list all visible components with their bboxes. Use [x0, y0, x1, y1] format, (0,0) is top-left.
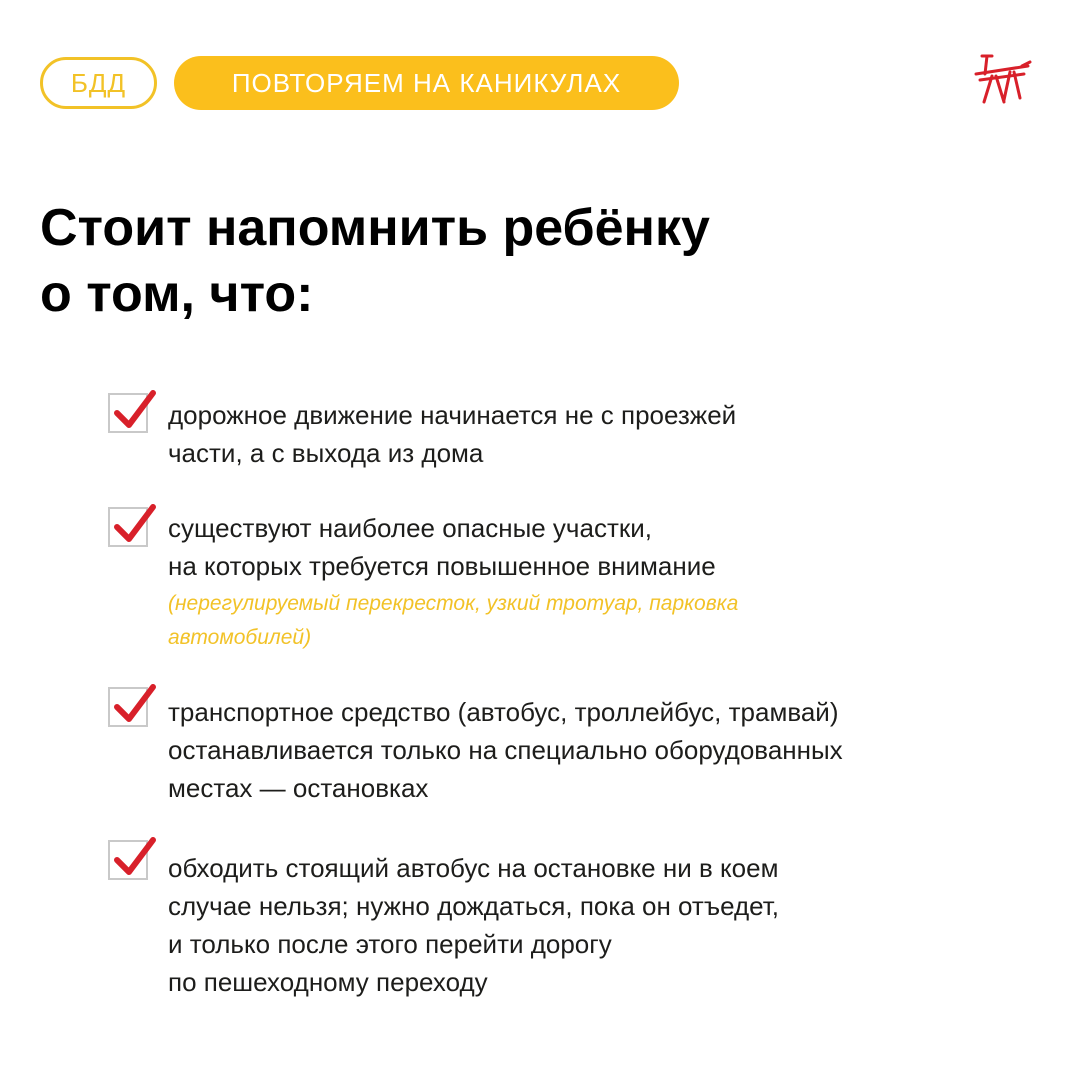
list-item-line: останавливается только на специально оборудованных: [168, 735, 843, 765]
list-item-line: по пешеходному переходу: [168, 967, 488, 997]
section-badge-label: ПОВТОРЯЕМ НА КАНИКУЛАХ: [231, 67, 622, 98]
list-item-note: [168, 587, 1028, 655]
list-item-text: [168, 509, 1028, 655]
tag-badge: [40, 57, 157, 109]
list-item-line: обходить стоящий автобус на остановке ни в коем: [168, 853, 779, 883]
list-item-line: местах — остановках: [168, 773, 429, 803]
list-item-line: дорожное движение начинается не с проезжей: [168, 400, 737, 430]
checkmark-icon: [113, 683, 157, 727]
list-item-note-line: автомобилей): [168, 626, 312, 649]
list-item-line: на которых требуется повышенное внимание: [168, 551, 716, 581]
list-item-line: случае нельзя; нужно дождаться, пока он отъедет,: [168, 891, 779, 921]
list-item-line: существуют наиболее опасные участки,: [168, 513, 652, 543]
list-item-line: части, а с выхода из дома: [168, 438, 484, 468]
title-line-1: Стоит напомнить ребёнку: [40, 199, 710, 257]
checkbox: [108, 393, 148, 433]
tag-badge-label: БДД: [70, 67, 127, 98]
list-item-text: [168, 849, 1028, 1001]
list-item-text: [168, 396, 1028, 472]
checkmark-icon: [113, 503, 157, 547]
horse-logo-icon: [970, 52, 1032, 106]
list-item-line: транспортное средство (автобус, троллейбус, трамвай): [168, 697, 839, 727]
checkbox: [108, 507, 148, 547]
list-item-text: [168, 693, 1028, 807]
title-line-2: о том, что:: [40, 265, 314, 323]
list-item-note-line: (нерегулируемый перекресток, узкий тротуар, парковка: [168, 592, 739, 615]
checkmark-icon: [113, 389, 157, 433]
checkmark-icon: [113, 836, 157, 880]
checkbox: [108, 687, 148, 727]
section-badge: [174, 56, 679, 110]
list-item-line: и только после этого перейти дорогу: [168, 929, 612, 959]
page-title: [40, 195, 710, 327]
checkbox: [108, 840, 148, 880]
